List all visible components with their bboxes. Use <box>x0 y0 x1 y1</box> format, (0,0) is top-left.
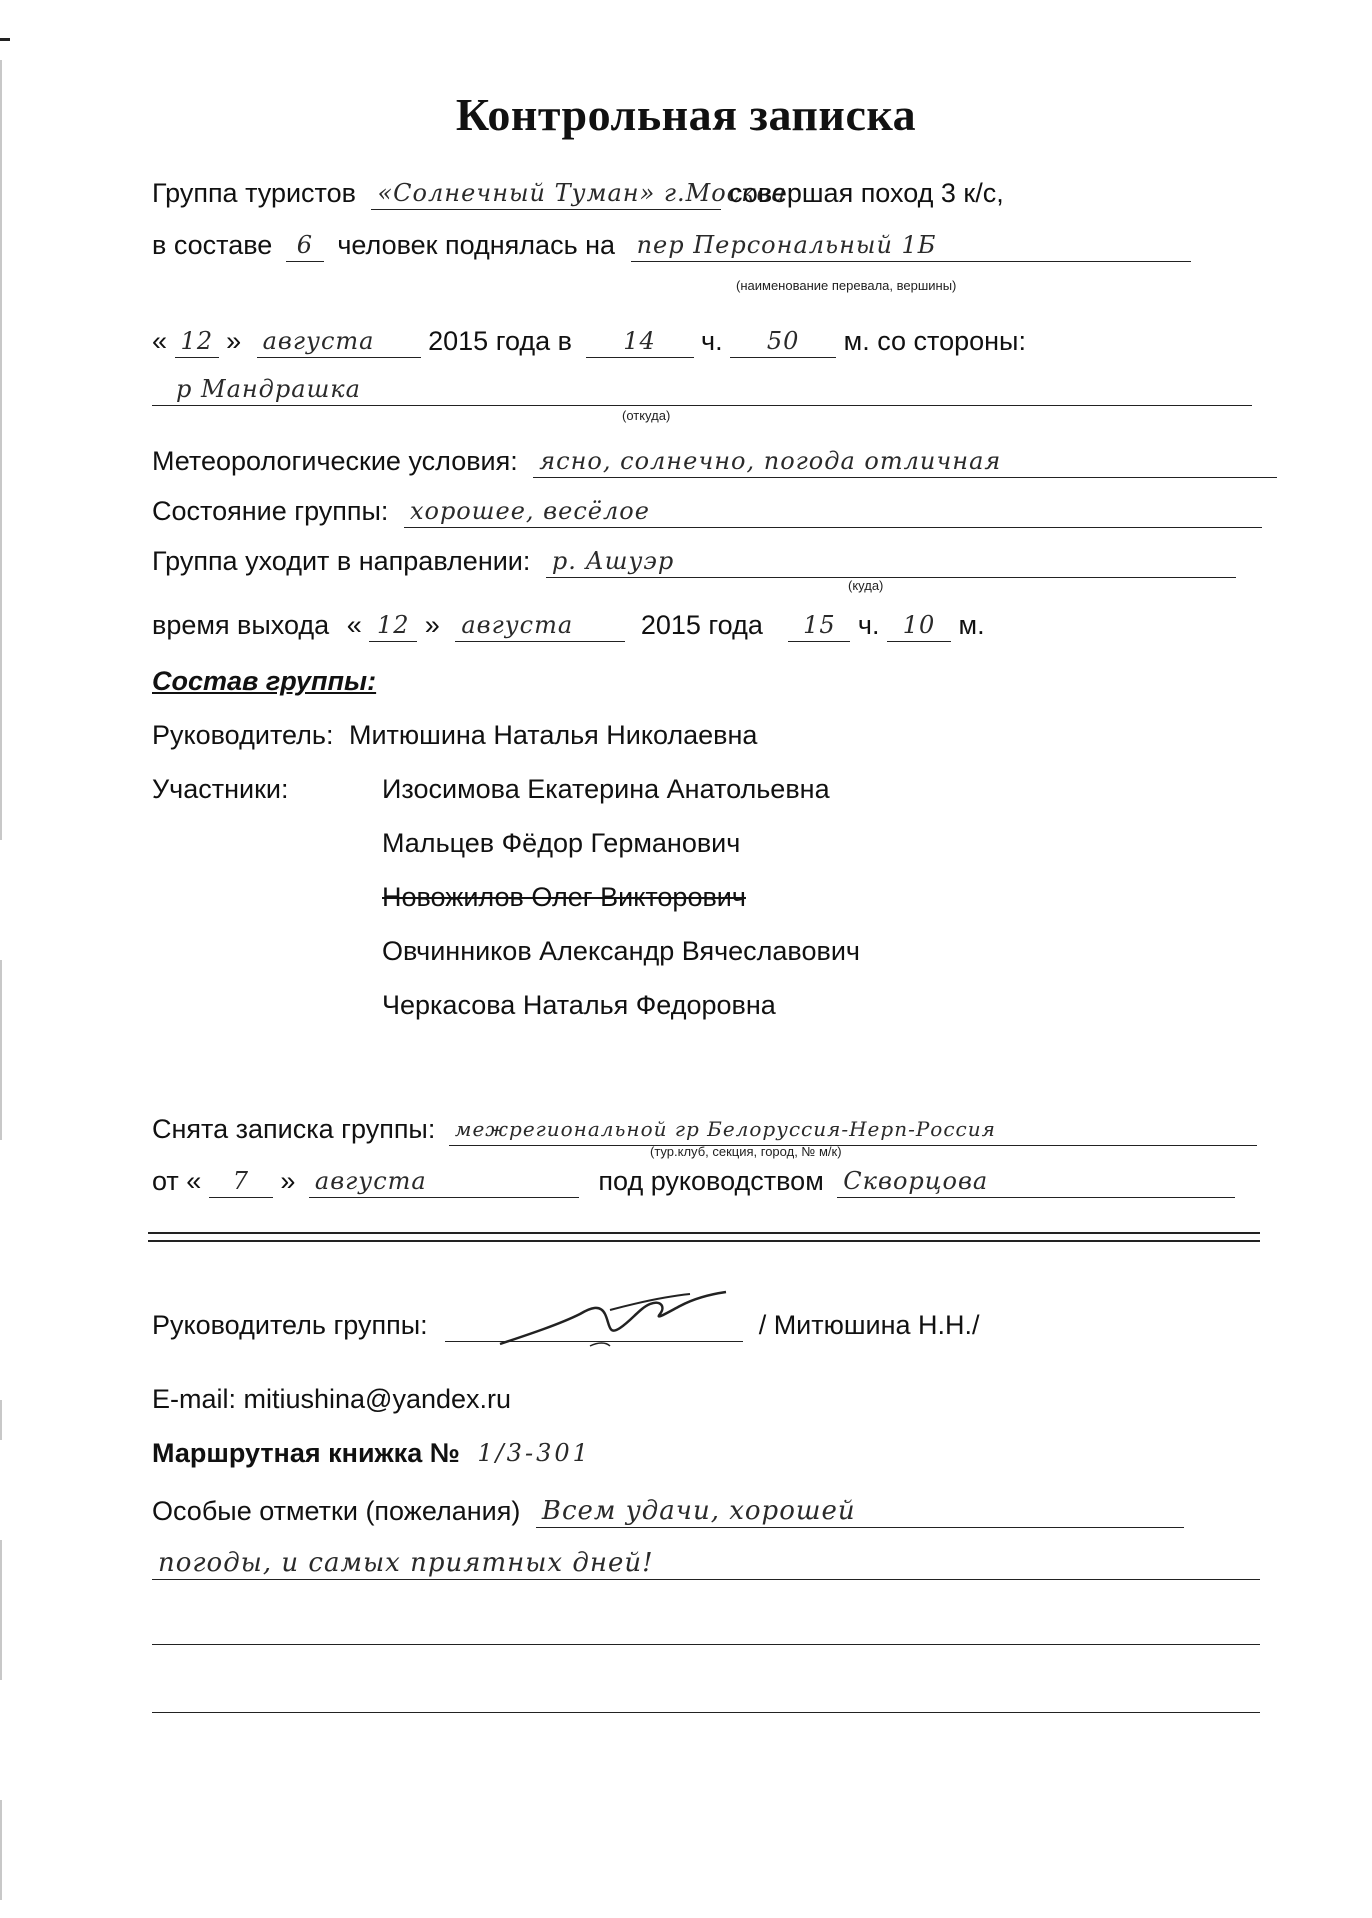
scan-edge-mark <box>0 1540 2 1680</box>
notes-blank-line <box>152 1712 1260 1713</box>
from-label: от « <box>152 1166 202 1196</box>
ascent-minutes-field: 50 <box>730 324 836 358</box>
weather-label: Метеорологические условия: <box>152 446 518 476</box>
notes-line <box>152 1494 1184 1528</box>
weather-line <box>152 444 1277 478</box>
departure-minutes-field: 10 <box>887 608 951 642</box>
leader-name: Митюшина Наталья Николаевна <box>348 720 758 750</box>
notes-line-2 <box>152 1546 1260 1580</box>
under-leadership-label: под руководством <box>598 1166 824 1196</box>
signoff-name: / Митюшина Н.Н./ <box>758 1310 980 1340</box>
group-heading: Состав группы: <box>152 666 377 696</box>
section-divider <box>148 1232 1260 1242</box>
member-name-struck: Новожилов Олег Викторович <box>382 882 746 912</box>
quote-close: » <box>424 610 440 640</box>
departure-day-field: 12 <box>369 608 417 642</box>
route-book-label: Маршрутная книжка № <box>152 1438 460 1468</box>
ascent-hours-field: 14 <box>586 324 694 358</box>
departure-hours-field: 15 <box>788 608 850 642</box>
scan-edge-mark <box>0 960 2 1140</box>
departure-label: время выхода <box>152 610 330 640</box>
scan-edge-mark <box>0 1400 2 1440</box>
hours-label: ч. <box>701 326 723 356</box>
notes-label: Особые отметки (пожелания) <box>152 1496 521 1526</box>
from-caption: (откуда) <box>622 408 671 423</box>
scan-edge-mark <box>0 60 2 840</box>
document-title: Контрольная записка <box>455 89 917 140</box>
member-count-field: 6 <box>286 228 324 262</box>
removed-leader-field: Скворцова <box>837 1164 1235 1198</box>
scan-edge-mark <box>0 1800 2 1900</box>
hours-label: ч. <box>857 610 880 640</box>
group-line <box>152 176 1004 210</box>
removed-group-field: межрегиональной гр Белоруссия-Нерп-Россия <box>449 1112 1257 1146</box>
notes-blank-line <box>152 1644 1260 1645</box>
group-state-label: Состояние группы: <box>152 496 389 526</box>
from-line <box>152 372 1252 406</box>
quote-close: » <box>226 326 242 356</box>
weather-field: ясно, солнечно, погода отличная <box>533 444 1277 478</box>
quote-open: « <box>346 610 362 640</box>
scan-corner-mark <box>0 38 10 41</box>
notes-field-line-2: погоды, и самых приятных дней! <box>152 1546 1260 1580</box>
group-label: Группа туристов <box>152 178 356 208</box>
leader-signature <box>490 1284 740 1364</box>
ascended-label: человек поднялась на <box>337 230 616 260</box>
direction-caption: (куда) <box>848 578 884 593</box>
ascent-month-field: августа <box>257 324 421 358</box>
direction-label: Группа уходит в направлении: <box>152 546 531 576</box>
ascent-date-line <box>152 324 1026 358</box>
ascent-day-field: 12 <box>175 324 219 358</box>
group-state-field: хорошее, весёлое <box>404 494 1262 528</box>
from-side-label: м. со стороны: <box>843 326 1026 356</box>
removed-caption: (тур.клуб, секция, город, № м/к) <box>650 1144 842 1159</box>
leader-line <box>152 718 757 752</box>
quote-close: » <box>280 1166 296 1196</box>
signoff-label: Руководитель группы: <box>152 1310 428 1340</box>
quote-open: « <box>152 326 168 356</box>
members-label: Участники: <box>152 774 289 804</box>
direction-field: р. Ашуэр <box>546 544 1236 578</box>
minutes-label: м. <box>958 610 985 640</box>
from-place-field: р Мандрашка <box>152 372 1252 406</box>
group-name-field: «Солнечный Туман» г.Москва <box>371 176 721 210</box>
removed-note-label: Снята записка группы: <box>152 1114 436 1144</box>
pass-name-field: пер Персональный 1Б <box>631 228 1191 262</box>
member-name: Мальцев Фёдор Германович <box>382 828 741 858</box>
removed-month-field: августа <box>309 1164 579 1198</box>
group-state-line <box>152 494 1262 528</box>
direction-line <box>152 544 1236 578</box>
departure-year-label: 2015 года <box>640 610 763 640</box>
member-name: Изосимова Екатерина Анатольевна <box>382 774 830 804</box>
member-name: Черкасова Наталья Федоровна <box>382 990 776 1020</box>
removed-day-field: 7 <box>209 1164 273 1198</box>
removed-note-line <box>152 1112 1257 1146</box>
member-name: Овчинников Александр Вячеславович <box>382 936 860 966</box>
pass-caption: (наименование перевала, вершины) <box>736 278 957 293</box>
composition-label: в составе <box>152 230 273 260</box>
departure-line <box>152 608 985 642</box>
removed-date-line <box>152 1164 1235 1198</box>
notes-field-line-1: Всем удачи, хорошей <box>536 1494 1184 1528</box>
hike-description: совершая поход 3 к/с, <box>729 178 1004 208</box>
year-label: 2015 года в <box>428 326 572 356</box>
departure-month-field: августа <box>455 608 625 642</box>
leader-label: Руководитель: <box>152 720 334 750</box>
composition-line <box>152 228 1191 262</box>
route-book-line <box>152 1436 591 1470</box>
email-text: E-mail: mitiushina@yandex.ru <box>152 1384 512 1414</box>
route-book-number: 1/3-301 <box>477 1439 591 1467</box>
